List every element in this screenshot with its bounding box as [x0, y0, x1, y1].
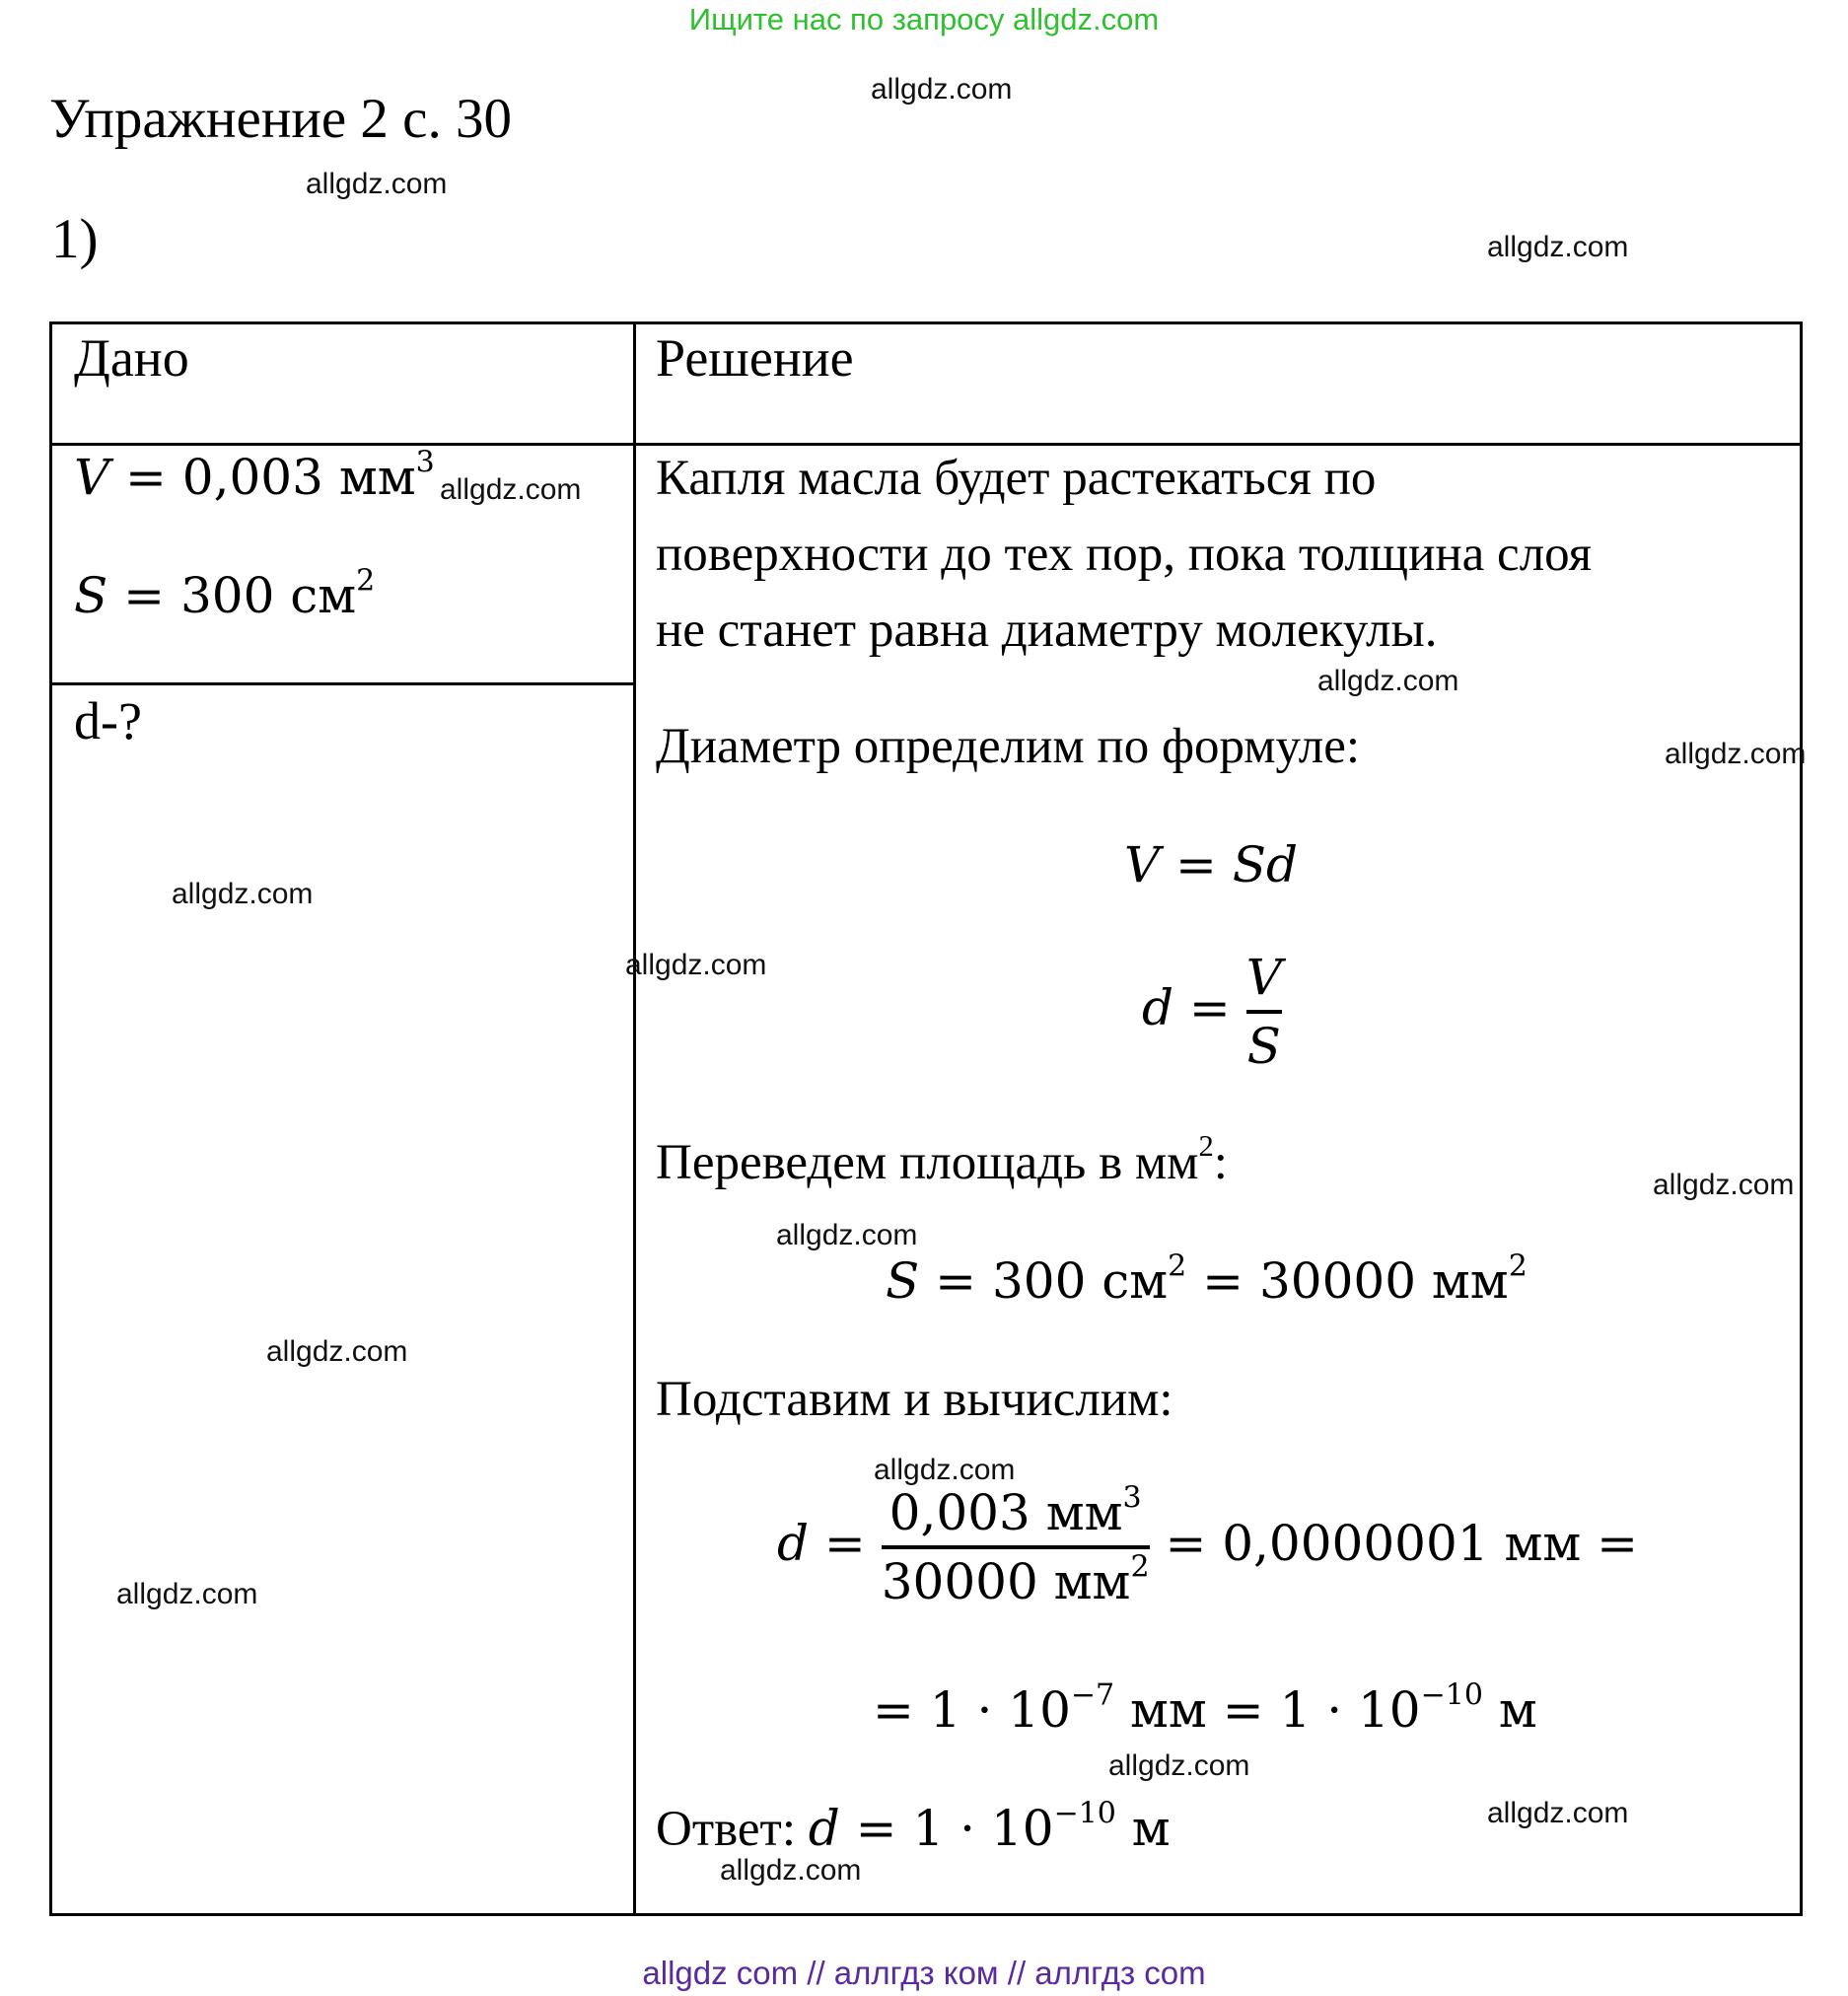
watermark: allgdz.com [1665, 738, 1807, 770]
watermark: allgdz.com [1487, 1797, 1629, 1829]
given-header: Дано [74, 328, 189, 388]
watermark: allgdz.com [1487, 231, 1629, 263]
watermark: allgdz.com [306, 168, 448, 200]
watermark: allgdz.com [116, 1578, 258, 1610]
formula-d-v-over-s: d = $\frac{V}{S}$ [1142, 949, 1282, 1075]
answer: Ответ: $d = 1 \cdot 10^{-10}$ м [656, 1796, 1171, 1857]
search-banner: Ищите нас по запросу allgdz.com [688, 2, 1160, 36]
watermark: allgdz.com [1317, 665, 1459, 697]
watermark: allgdz.com [720, 1854, 862, 1887]
watermark: allgdz.com [871, 73, 1013, 106]
solution-line-2: поверхности до тех пор, пока толщина слоя [656, 527, 1593, 582]
watermark: allgdz.com [625, 949, 767, 981]
watermark: allgdz.com [172, 878, 314, 910]
find-quantity: d-? [74, 691, 142, 750]
watermark: allgdz.com [874, 1454, 1016, 1486]
calculation-result: = $1 \cdot 10^{-7}$ мм = $1 \cdot 10^{-10}$ м [873, 1677, 1537, 1739]
area-conversion: S = 300 $см^2 = 30000$ $мм^2$ [886, 1248, 1528, 1310]
watermark: allgdz.com [776, 1219, 918, 1251]
footer-links: allgdz com // аллгдз ком // аллгдз com [642, 1955, 1206, 1991]
convert-intro: Переведем площадь в $мм^2$: [656, 1129, 1228, 1190]
watermark: allgdz.com [440, 473, 582, 506]
solution-line-1: Капля масла будет растекаться по [656, 451, 1377, 506]
exercise-title: Упражнение 2 с. 30 [49, 88, 512, 150]
formula-v-sd: V = Sd [1124, 836, 1299, 893]
given-area: S = 300 $см^2$ [74, 563, 376, 624]
exercise-part: 1) [51, 208, 99, 270]
watermark: allgdz.com [266, 1335, 408, 1368]
watermark: allgdz.com [1108, 1749, 1250, 1782]
watermark: allgdz.com [1653, 1169, 1795, 1201]
formula-intro: Диаметр определим по формуле: [656, 719, 1360, 774]
solution-header: Решение [656, 328, 854, 388]
given-volume: V = 0,003 $мм^3$ [74, 445, 435, 506]
calculation-fraction: d = $\frac{0,003 мм^3}{30000 мм^2}$ = 0,0000001 мм = [777, 1480, 1639, 1610]
compute-intro: Подставим и вычислим: [656, 1372, 1173, 1427]
solution-line-3: не станет равна диаметру молекулы. [656, 603, 1438, 658]
